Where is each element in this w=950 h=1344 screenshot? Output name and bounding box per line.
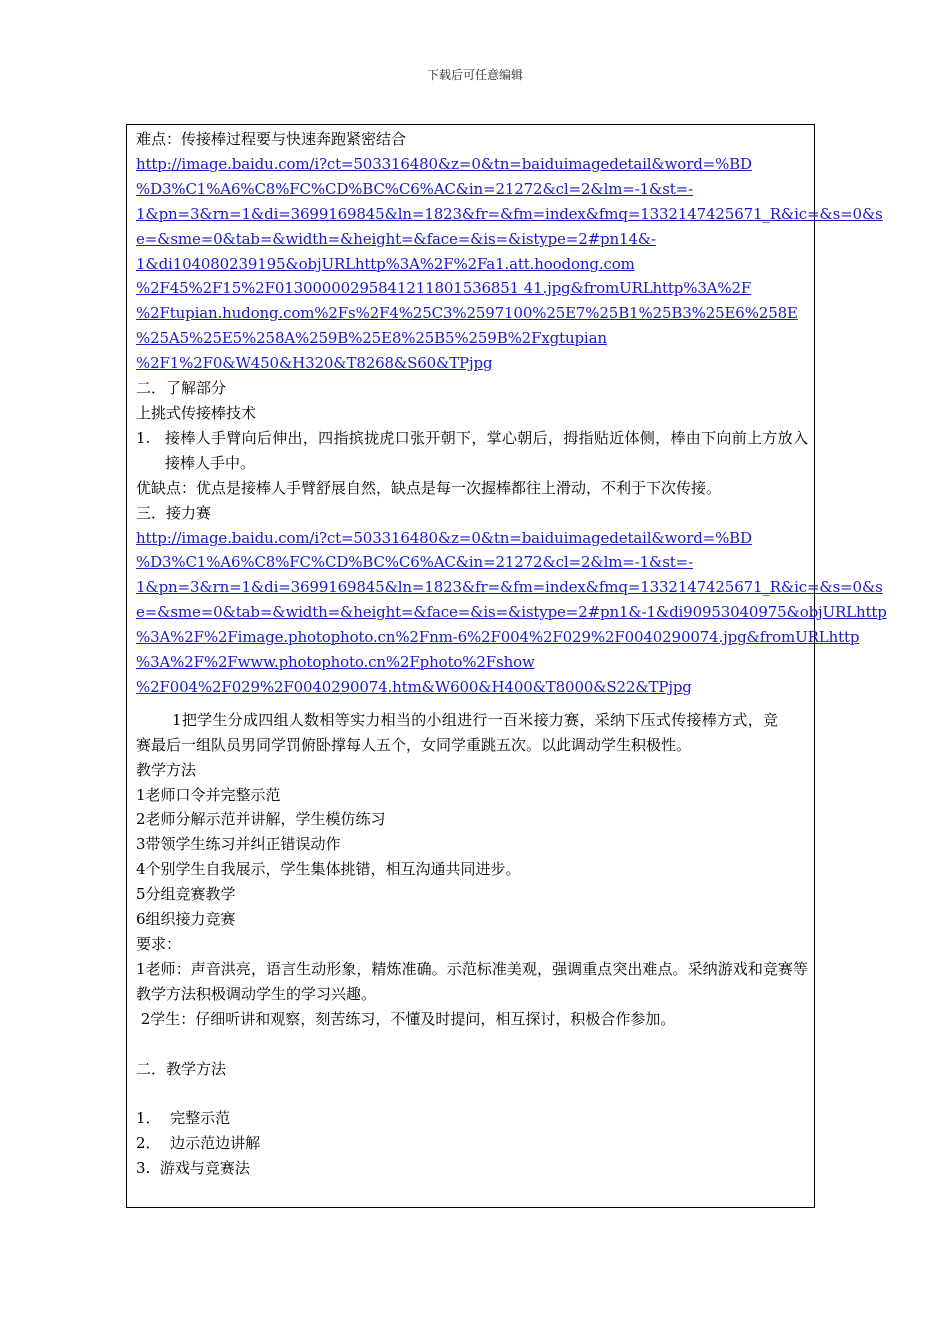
link-line[interactable]: %3A%2F%2Fwww.photophoto.cn%2Fphoto%2Fshow [136,653,535,672]
method-item: 3带领学生练习并纠正错误动作 [136,835,341,854]
final-method-item: 1． 完整示范 [136,1109,231,1128]
link-line[interactable]: http://image.baidu.com/i?ct=503316480&z=0&tn=baiduimagedetail&word=%BD [136,528,752,547]
methods-title: 教学方法 [136,760,197,779]
link-line[interactable]: e=&sme=0&tab=&width=&height=&face=&is=&istype=2#pn1&-1&di90953040975&objURLhttp [136,603,887,622]
link-line[interactable]: %D3%C1%A6%C8%FC%CD%BC%C6%AC&in=21272&cl=2&lm=-1&st=- [136,179,693,198]
link-line[interactable]: %2Ftupian.hudong.com%2Fs%2F4%25C3%2597100%25E7%25B1%25B3%25E6%258E [136,304,798,323]
method-item: 5分组竞赛教学 [136,885,236,904]
final-method-item: 3. 游戏与竞赛法 [136,1159,250,1178]
document-body [136,127,887,1181]
requirements-title: 要求： [136,935,182,953]
link-line[interactable]: %3A%2F%2Fimage.photophoto.cn%2Fnm-6%2F004%2F029%2F0040290074.jpg&fromURLhttp [136,628,860,647]
link-line[interactable]: 1&di104080239195&objURLhttp%3A%2F%2Fa1.att.hoodong.com [136,254,635,273]
image-link-2[interactable] [136,526,887,700]
page-header: 下载后可任意编辑 [426,68,523,82]
method-item: 4个别学生自我展示，学生集体挑错，相互沟通共同进步。 [136,860,521,879]
relay-paragraph: 1把学生分成四组人数相等实力相当的小组进行一百米接力赛，采纳下压式传接棒方式，竞赛最后一组队员男同学罚俯卧撑每人五个，女同学重跳五次。以此调动学生积极性。 [136,710,778,754]
method-item: 2老师分解示范并讲解，学生模仿练习 [136,810,386,829]
link-line[interactable]: 1&pn=3&rn=1&di=3699169845&ln=1823&fr=&fm=index&fmq=1332147425671_R&ic=&s=0&s [136,578,883,597]
link-line[interactable]: %2F45%2F15%2F01300000295841211801536851 41.jpg&fromURLhttp%3A%2F [136,279,752,298]
content-frame [126,124,887,1208]
requirement-student: 2学生：仔细听讲和观察，刻苦练习，不懂及时提问，相互探讨，积极合作参加。 [136,1009,676,1028]
final-method-item: 2． 边示范边讲解 [136,1134,261,1153]
link-line[interactable]: %2F1%2F0&W450&H320&T8268&S60&TPjpg [136,354,493,373]
technique-title: 上挑式传接棒技术 [136,403,257,422]
link-line[interactable]: e=&sme=0&tab=&width=&height=&face=&is=&istype=2#pn14&- [136,229,656,248]
link-line[interactable]: http://image.baidu.com/i?ct=503316480&z=0&tn=baiduimagedetail&word=%BD [136,154,752,173]
method-item: 1老师口令并完整示范 [136,785,281,804]
link-line[interactable]: %D3%C1%A6%C8%FC%CD%BC%C6%AC&in=21272&cl=2&lm=-1&st=- [136,553,693,572]
pros-cons: 优缺点：优点是接棒人手臂舒展自然，缺点是每一次握棒都往上滑动，不利于下次传接。 [136,478,722,497]
section-title-relay: 三．接力赛 [136,503,212,522]
difficulty-line: 难点：传接棒过程要与快速奔跑紧密结合 [136,130,407,148]
link-line[interactable]: %25A5%25E5%258A%259B%25E8%25B5%259B%2Fxgtupian [136,329,607,348]
image-link-1[interactable] [136,152,883,376]
link-line[interactable]: %2F004%2F029%2F0040290074.htm&W600&H400&T8000&S22&TPjpg [136,677,692,696]
method-item: 6组织接力竞赛 [136,910,236,929]
link-line[interactable]: 1&pn=3&rn=1&di=3699169845&ln=1823&fr=&fm=index&fmq=1332147425671_R&ic=&s=0&s [136,204,883,223]
section-title-understand: 二．了解部分 [136,379,227,398]
section-title-methods: 二．教学方法 [136,1059,227,1078]
technique-step-1 [136,426,808,476]
step-text: 接棒人手臂向后伸出，四指摈拢虎口张开朝下，掌心朝后，拇指贴近体侧，棒由下向前上方放入接棒人手中。 [165,428,808,472]
requirement-teacher: 1老师：声音洪亮，语言生动形象，精炼准确。示范标准美观，强调重点突出难点。采纳游戏和竞赛等教学方法积极调动学生的学习兴趣。 [136,959,808,1003]
step-number: 1. [136,428,151,447]
